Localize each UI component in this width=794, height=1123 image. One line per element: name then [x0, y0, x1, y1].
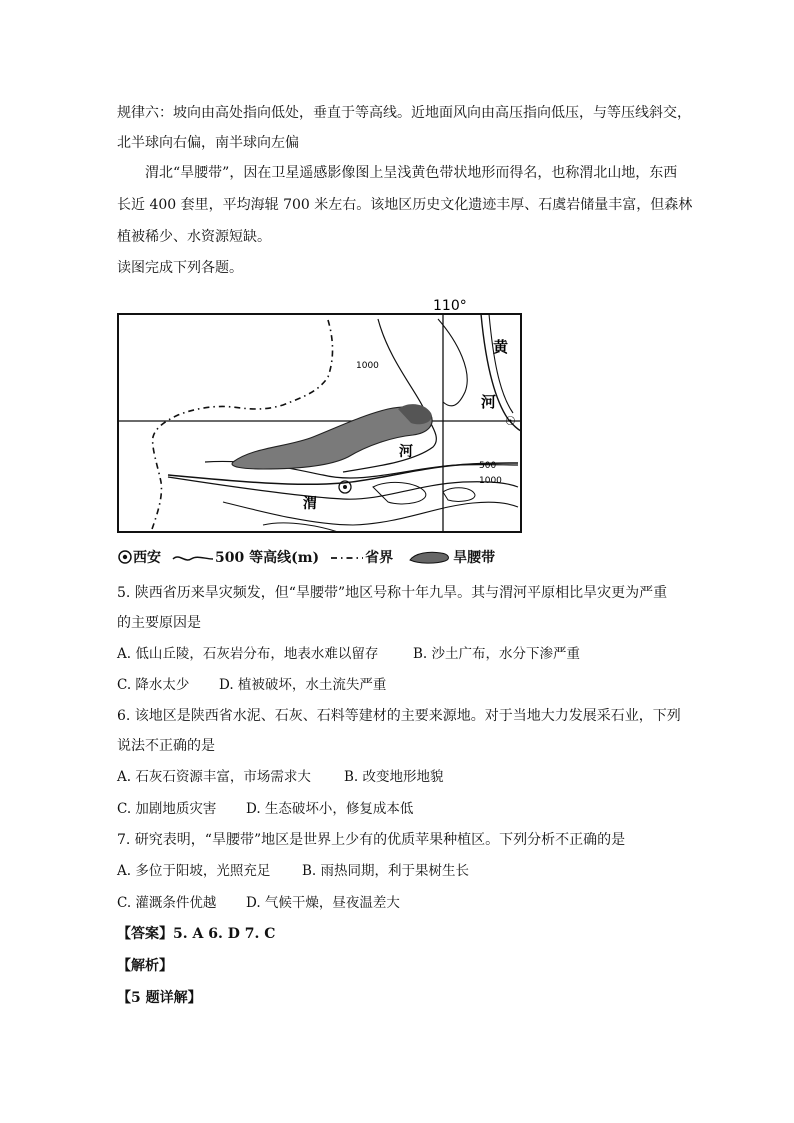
q5-option-b: B. 沙土广布，水分下渗严重 — [413, 646, 581, 662]
contour-label-1000-right: 1000 — [479, 476, 502, 486]
intro-line3: 植被稀少、水资源短缺。 — [117, 229, 271, 245]
wei-river-label-1: 河 — [399, 444, 413, 460]
legend-belt-label: 旱腰带 — [453, 550, 496, 566]
instruction: 读图完成下列各题。 — [117, 260, 243, 276]
q7-option-b: B. 雨热同期，利于果树生长 — [302, 863, 470, 879]
q7-option-d: D. 气候干燥，昼夜温差大 — [246, 895, 400, 911]
q5-option-c: C. 降水太少 — [117, 677, 190, 693]
drought-belt-map — [113, 297, 528, 542]
rule6-line2: 北半球向右偏，南半球向左偏 — [117, 135, 299, 151]
contour-1000-south — [223, 502, 518, 525]
q7-option-c: C. 灌溉条件优越 — [117, 895, 217, 911]
legend-xian-label: 西安 — [133, 550, 161, 566]
border-legend-icon — [329, 549, 365, 565]
contour-legend-icon — [171, 549, 215, 565]
q6-stem-line1: 6. 该地区是陕西省水泥、石灰、石料等建材的主要来源地。对于当地大力发展采石业，下列 — [117, 708, 681, 724]
answer-line: 【答案】5. A 6. D 7. C — [117, 926, 276, 942]
q7-stem-line1: 7. 研究表明，“旱腰带”地区是世界上少有的优质苹果种植区。下列分析不正确的是 — [117, 832, 626, 848]
q5-stem-line2: 的主要原因是 — [117, 615, 201, 631]
belt-legend-icon — [407, 549, 453, 565]
map-frame — [118, 314, 521, 532]
q5-option-a: A. 低山丘陵，石灰岩分布，地表水难以留存 — [117, 646, 379, 662]
intro-line2: 长近 400 套里，平均海辊 700 米左右。该地区历史文化遗迹丰厚、石虞岩储量丰富，但森林 — [117, 197, 693, 213]
contour-label-500: 500 — [479, 461, 497, 471]
wei-river-label-2: 渭 — [303, 496, 317, 512]
xian-legend-icon — [117, 549, 133, 565]
q5-detail-heading: 【5 题详解】 — [117, 990, 202, 1006]
intro-line1: 渭北“旱腰带”，因在卫星遥感影像图上呈浅黄色带状地形而得名，也称渭北山地，东西 — [145, 165, 678, 181]
longitude-label: 110° — [433, 298, 467, 314]
q6-stem-line2: 说法不正确的是 — [117, 738, 215, 754]
q6-option-c: C. 加剧地质灾害 — [117, 801, 217, 817]
analysis-heading: 【解析】 — [117, 958, 173, 974]
q5-stem-line1: 5. 陕西省历来旱灾频发，但“旱腰带”地区号称十年九旱。其与渭河平原相比旱灾更为严重 — [117, 585, 668, 601]
contour-label-1000: 1000 — [356, 361, 379, 371]
legend-contour-label: 500 等高线(m) — [215, 550, 320, 566]
map-legend — [117, 546, 495, 568]
map-corner-mark: ☉ — [505, 414, 516, 428]
q7-option-a: A. 多位于阳坡，光照充足 — [117, 863, 271, 879]
q6-option-b: B. 改变地形地貌 — [344, 769, 444, 785]
yellow-river-label-2: 河 — [481, 393, 497, 411]
rule6-line1: 规律六：坡向由高处指向低处，垂直于等高线。近地面风向由高压指向低压，与等压线斜交， — [117, 105, 691, 121]
yellow-river-label-1: 黄 — [493, 338, 509, 356]
q6-option-a: A. 石灰石资源丰富，市场需求大 — [117, 769, 311, 785]
q6-option-d: D. 生态破坏小，修复成本低 — [246, 801, 414, 817]
q5-option-d: D. 植被破坏，水土流失严重 — [219, 677, 387, 693]
legend-border-label: 省界 — [365, 550, 394, 566]
